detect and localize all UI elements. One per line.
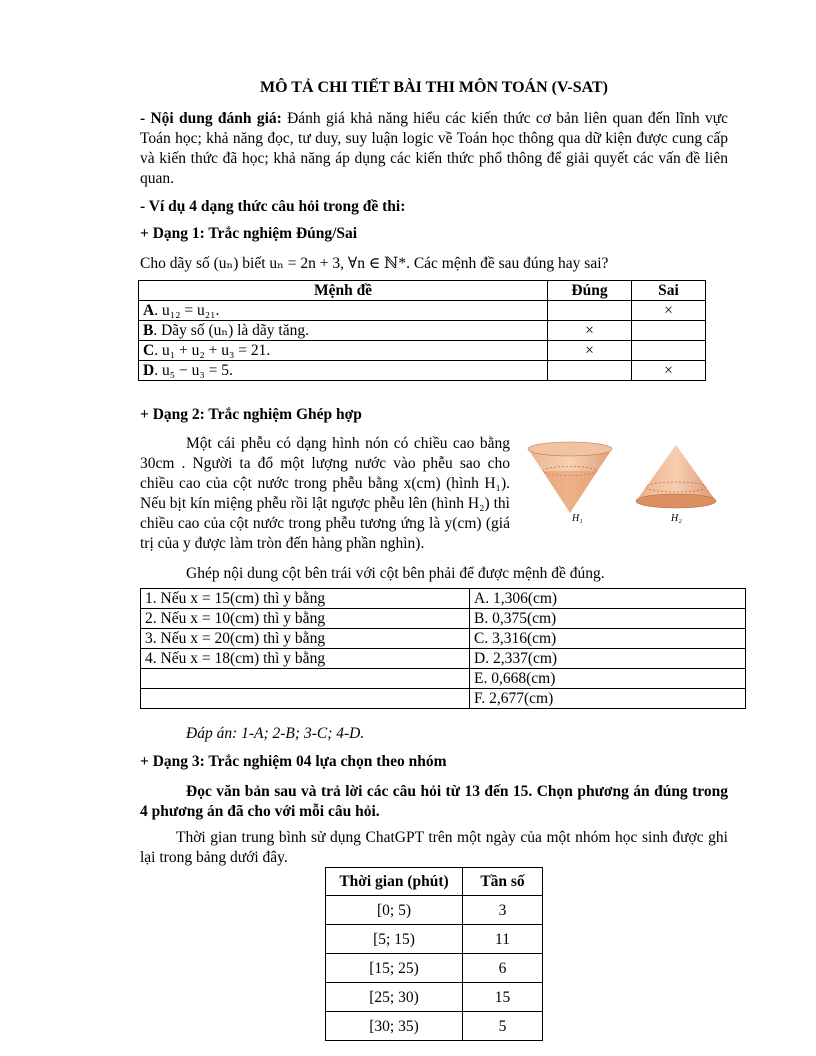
false-cell: ×	[632, 361, 706, 381]
table-row: [25; 30) 15	[326, 983, 543, 1012]
true-false-table	[138, 280, 706, 381]
cone-illustration	[526, 441, 726, 531]
false-cell	[632, 321, 706, 341]
table-row: 1. Nếu x = 15(cm) thì y bằng A. 1,306(cm)	[141, 589, 746, 609]
matching-answer: Đáp án: 1-A; 2-B; 3-C; 4-D.	[186, 725, 365, 742]
page-title: MÔ TẢ CHI TIẾT BÀI THI MÔN TOÁN (V-SAT)	[260, 79, 608, 96]
false-cell: ×	[632, 301, 706, 321]
table-row: [30; 35) 5	[326, 1012, 543, 1041]
table-row: 4. Nếu x = 18(cm) thì y bằng D. 2,337(cm)	[141, 649, 746, 669]
table-row: C. u₁ + u₂ + u₃ = 21. ×	[139, 341, 706, 361]
header-true: Đúng	[548, 281, 632, 301]
false-cell	[632, 341, 706, 361]
matching-instruction: Ghép nội dung cột bên trái với cột bên phải để được mệnh đề đúng.	[186, 565, 605, 582]
true-cell	[548, 301, 632, 321]
frequency-table	[325, 867, 543, 1041]
header-frequency: Tần số	[463, 868, 543, 896]
table-row: 2. Nếu x = 10(cm) thì y bằng B. 0,375(cm)	[141, 609, 746, 629]
table-row: [15; 25) 6	[326, 954, 543, 983]
type1-heading: + Dạng 1: Trắc nghiệm Đúng/Sai	[140, 225, 358, 242]
table-row: [5; 15) 11	[326, 925, 543, 954]
type3-heading: + Dạng 3: Trắc nghiệm 04 lựa chọn theo nhóm	[140, 753, 447, 770]
true-cell: ×	[548, 321, 632, 341]
type3-intro: Đọc văn bản sau và trả lời các câu hỏi từ 13 đến 15. Chọn phương án đúng trong 4 phương án đã cho với mỗi câu hỏi.	[140, 783, 728, 820]
assessment-text: Đánh giá khả năng hiểu các kiến thức cơ bản liên quan đến lĩnh vực Toán học; khả năng đọc, tư duy, suy luận logic về Toán học thông qua dữ kiện được cung cấp và kiến thức đã học; khả năng áp dụng các kiến thức phổ thông để giải quyết các vấn đề liên quan.	[140, 110, 728, 187]
cone-h1	[528, 442, 612, 513]
type1-question: Cho dãy số (uₙ) biết uₙ = 2n + 3, ∀n ∈ ℕ*. Các mệnh đề sau đúng hay sai?	[140, 255, 609, 272]
table-row: F. 2,677(cm)	[141, 689, 746, 709]
examples-heading: - Ví dụ 4 dạng thức câu hỏi trong đề thi:	[140, 198, 406, 215]
header-false: Sai	[632, 281, 706, 301]
table-row: E. 0,668(cm)	[141, 669, 746, 689]
true-cell: ×	[548, 341, 632, 361]
matching-table	[140, 588, 746, 709]
type2-heading: + Dạng 2: Trắc nghiệm Ghép hợp	[140, 406, 362, 423]
header-time: Thời gian (phút)	[326, 868, 463, 896]
h2-label: H₂	[671, 513, 682, 524]
header-statement: Mệnh đề	[139, 281, 548, 301]
table-row: A. u₁₂ = u₂₁. ×	[139, 301, 706, 321]
assessment-content	[140, 109, 728, 189]
true-cell	[548, 361, 632, 381]
h1-label: H₁	[572, 513, 583, 524]
cone-h2	[636, 445, 716, 508]
table-row: [0; 5) 3	[326, 896, 543, 925]
assessment-label: - Nội dung đánh giá:	[140, 110, 282, 127]
cone-figures	[526, 441, 726, 531]
table-row: 3. Nếu x = 20(cm) thì y bằng C. 3,316(cm)	[141, 629, 746, 649]
table-row: D. u₅ − u₃ = 5. ×	[139, 361, 706, 381]
table-row: B. Dãy số (uₙ) là dãy tăng. ×	[139, 321, 706, 341]
type2-text: Một cái phễu có dạng hình nón có chiều cao bằng 30cm . Người ta đổ một lượng nước vào phễu sao cho chiều cao của cột nước trong phễu bằng x(cm) (hình H₁). Nếu bịt kín miệng phễu rồi lật ngược phễu lên (hình H₂) thì chiều cao của cột nước trong phễu tương ứng là y(cm) (giá trị của y được làm tròn đến hàng phần nghìn).	[140, 435, 510, 552]
type3-text: Thời gian trung bình sử dụng ChatGPT trên một ngày của một nhóm học sinh được ghi lại trong bảng dưới đây.	[140, 829, 728, 866]
